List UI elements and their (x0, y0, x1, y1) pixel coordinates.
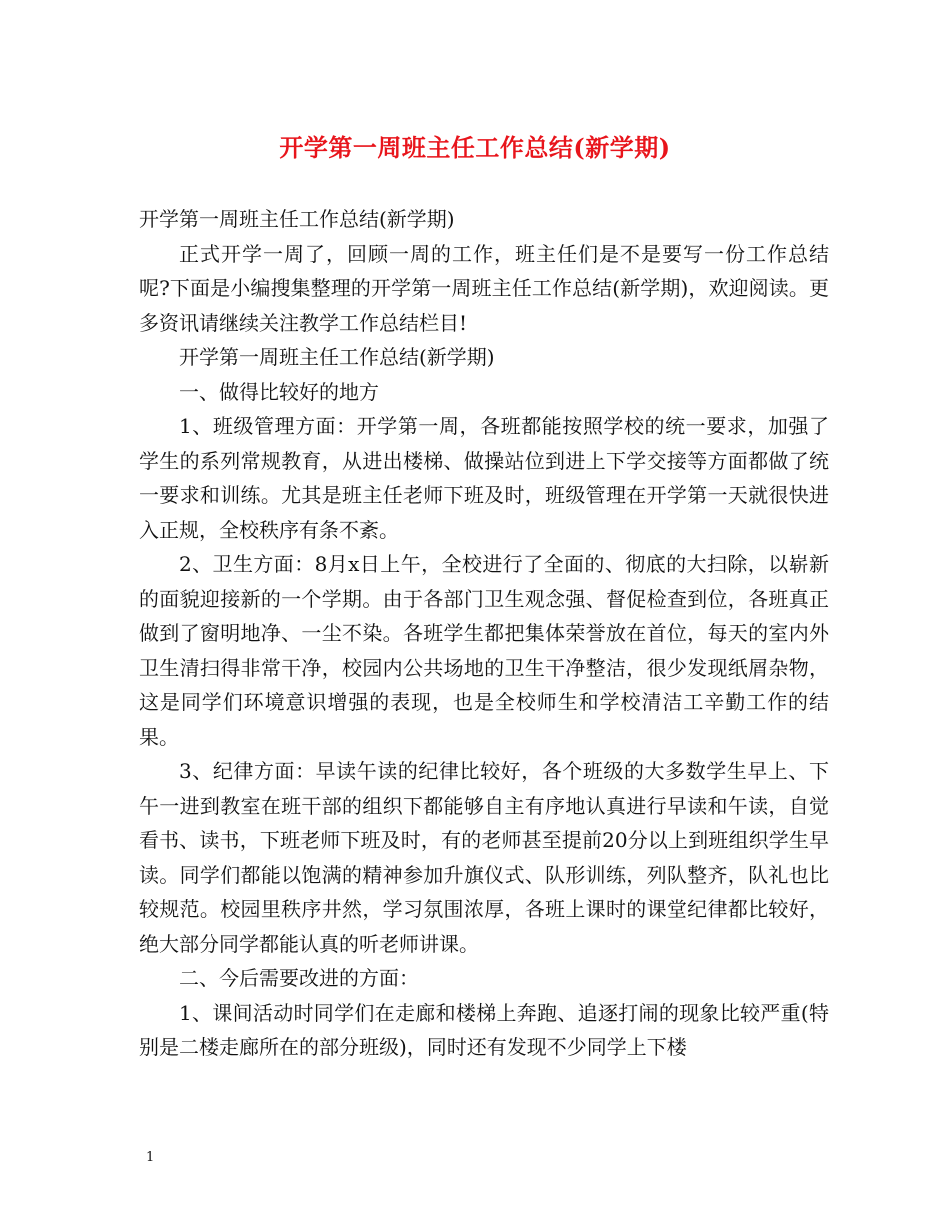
section-heading-good: 一、做得比较好的地方 (179, 379, 379, 404)
paragraph-heading-repeat: 开学第一周班主任工作总结(新学期) (179, 345, 495, 369)
paragraph-discipline: 3、纪律方面：早读午读的纪律比较好，各个班级的大多数学生早上、下午一进到教室在班干部的组织下都能够自主有序地认真进行早读和午读，自觉看书、读书，下班老师下班及时，有的老师甚至提前20分以上到班组织学生早读。同学们都能以饱满的精神参加升旗仪式、队形训练，列队整齐，队礼也比较规范。校园里秩序井然，学习氛围浓厚，各班上课时的课堂纪律都比较好，绝大部分同学都能认真的听老师讲课。 (139, 759, 829, 956)
paragraph-improvement-1: 1、课间活动时同学们在走廊和楼梯上奔跑、追逐打闹的现象比较严重(特别是二楼走廊所在的部分班级)，同时还有发现不少同学上下楼 (139, 1000, 829, 1059)
paragraph-subtitle: 开学第一周班主任工作总结(新学期) (139, 207, 455, 231)
paragraph-class-management: 1、班级管理方面：开学第一周，各班都能按照学校的统一要求，加强了学生的系列常规教育，从进出楼梯、做操站位到进上下学交接等方面都做了统一要求和训练。尤其是班主任老师下班及时，班级管理在开学第一天就很快进入正规，全校秩序有条不紊。 (139, 414, 829, 542)
paragraph-intro: 正式开学一周了，回顾一周的工作，班主任们是不是要写一份工作总结呢?下面是小编搜集整理的开学第一周班主任工作总结(新学期)，欢迎阅读。更多资讯请继续关注教学工作总结栏目! (139, 241, 829, 335)
page-number: 1 (146, 1150, 155, 1165)
paragraph-hygiene: 2、卫生方面：8月x日上午，全校进行了全面的、彻底的大扫除，以崭新的面貌迎接新的一个学期。由于各部门卫生观念强、督促检查到位，各班真正做到了窗明地净、一尘不染。各班学生都把集体荣誉放在首位，每天的室内外卫生清扫得非常干净，校园内公共场地的卫生干净整洁，很少发现纸屑杂物，这是同学们环境意识增强的表现，也是全校师生和学校清洁工辛勤工作的结果。 (139, 552, 829, 749)
section-heading-improve: 二、今后需要改进的方面： (179, 966, 419, 990)
page-title: 开学第一周班主任工作总结(新学期) (279, 133, 671, 162)
document-body (139, 202, 829, 1065)
